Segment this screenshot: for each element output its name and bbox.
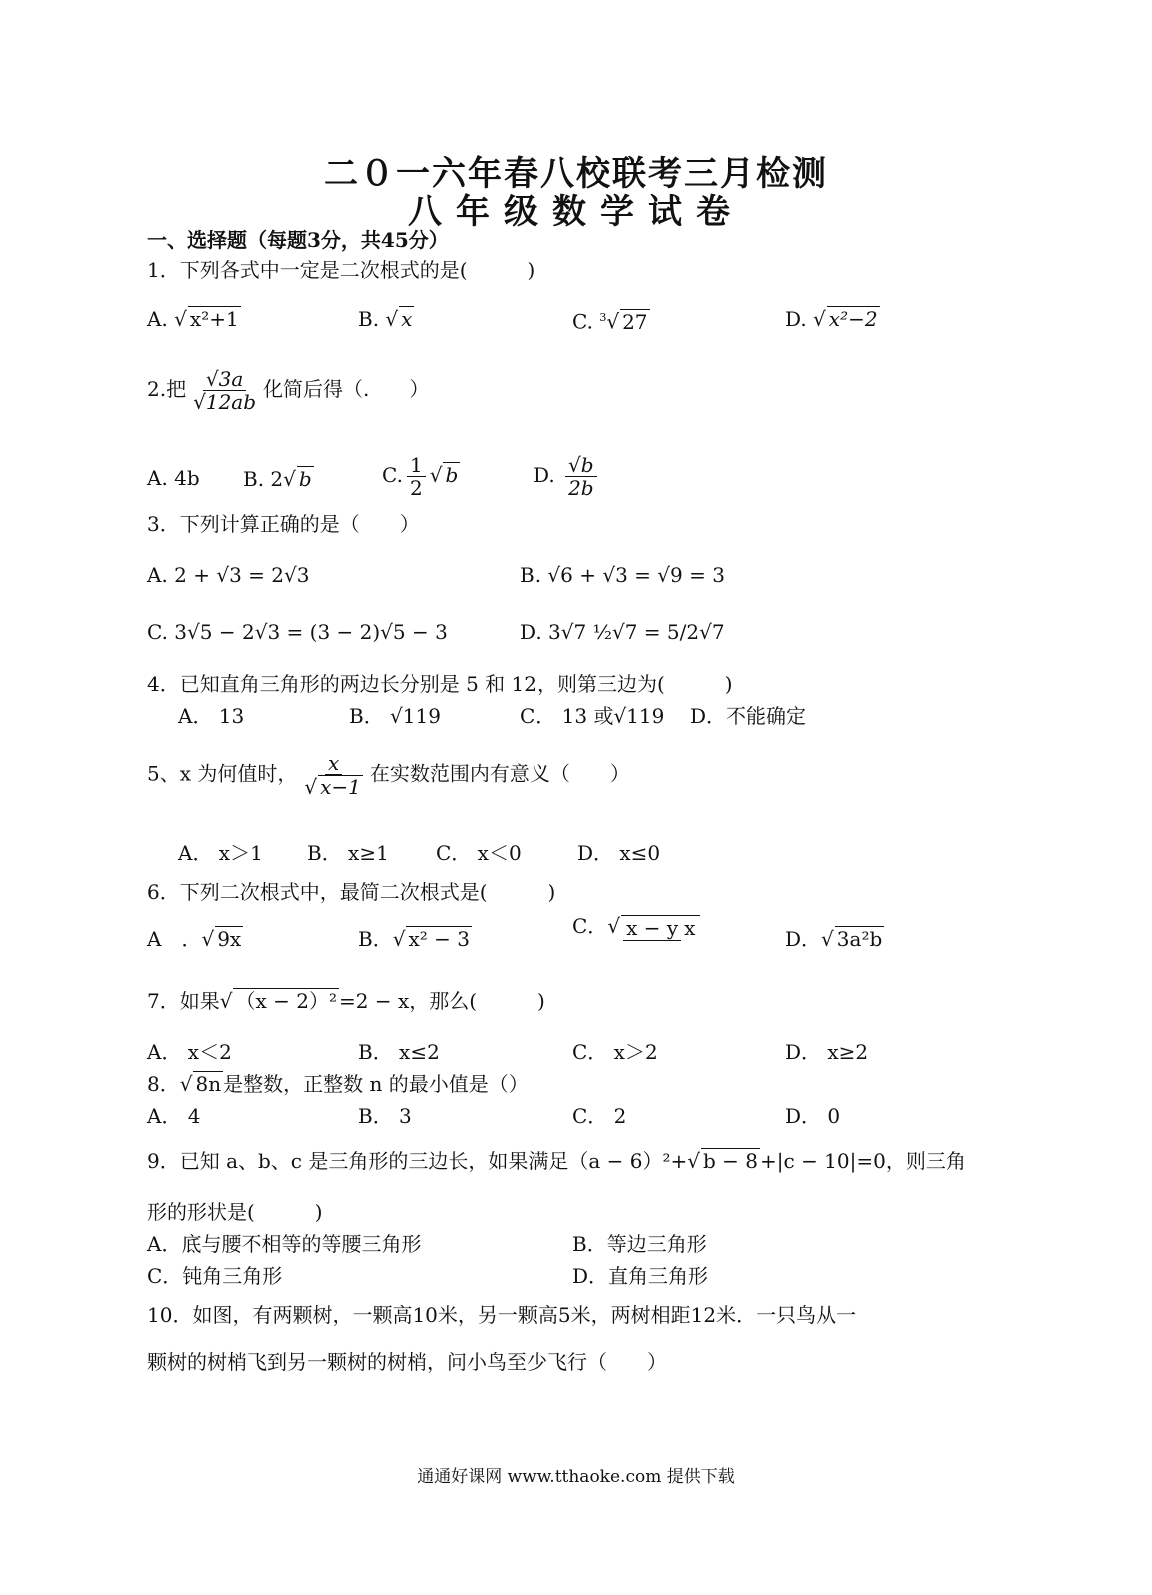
q5-post: 在实数范围内有意义（ ） [369, 761, 630, 786]
q1-a-expr: x²+1 [189, 307, 239, 331]
exam-title-line1: 二０一六年春八校联考三月检测 [324, 154, 828, 194]
q4-option-b: B． √119 [349, 704, 441, 728]
q2-post: 化简后得（. ） [263, 377, 430, 401]
q2-den: 12ab [205, 390, 257, 414]
q3-option-a: A. 2 + √3 = 2√3 [147, 563, 310, 587]
q6-d-expr: 3a²b [836, 927, 883, 951]
q6-d-label: D． [785, 927, 822, 951]
q6-option-a: A ．√ 9x [147, 927, 242, 951]
q2-num: 3a [218, 367, 244, 391]
q1-a-label: A. [147, 307, 168, 331]
q5-option-a: A． x＞1 [178, 841, 263, 865]
q3-stem: 3．下列计算正确的是（ ） [147, 512, 420, 536]
q6-stem: 6．下列二次根式中，最简二次根式是( ) [147, 880, 556, 904]
q1-c-index: 3 [599, 311, 607, 324]
q5-stem [147, 752, 630, 798]
q3-option-c: C. 3√5 − 2√3 = (3 − 2)√5 − 3 [147, 620, 448, 644]
q5-option-c: C． x＜0 [436, 841, 522, 865]
q1-d-label: D. [785, 307, 807, 331]
q5-den: x−1 [320, 775, 361, 799]
q1-option-b: B. √ x [358, 307, 413, 331]
q2-pre: 2.把 [147, 377, 187, 401]
q6-c-den: x [684, 916, 696, 940]
q1-b-label: B. [358, 307, 380, 331]
q5-pre: 5、x 为何值时， [147, 761, 298, 786]
q6-c-num: x − y [623, 916, 681, 941]
q6-option-b: B．√ x² − 3 [358, 927, 470, 951]
q8-post: 是整数，正整数 n 的最小值是（） [223, 1072, 529, 1096]
q5-option-d: D． x≤0 [577, 841, 661, 865]
q8-option-d: D． 0 [785, 1104, 841, 1128]
q8-option-b: B． 3 [358, 1104, 412, 1128]
q2-b-label: B. 2 [243, 467, 284, 491]
q9-option-b: B．等边三角形 [572, 1232, 707, 1256]
q1-option-a: A. √ x²+1 [147, 307, 239, 331]
q7-option-b: B． x≤2 [358, 1040, 440, 1064]
q6-c-fraction [621, 915, 700, 940]
q2-d-label: D. [533, 463, 555, 487]
q4-option-c: C． 13 或√119 [520, 704, 665, 728]
q7-option-a: A． x＜2 [147, 1040, 232, 1064]
q1-option-c: C. $^3$√ 27 [572, 309, 648, 334]
q9-option-c: C．钝角三角形 [147, 1264, 283, 1288]
q9-abs: +|c − 10|=0，则三角 [760, 1149, 966, 1173]
q1-b-expr: x [401, 307, 413, 331]
q5-num: x [325, 752, 342, 775]
q10-line2: 颗树的树梢飞到另一颗树的树梢，问小鸟至少飞行（ ） [147, 1350, 667, 1374]
q5-fraction: $\frac{x}{√ x-1}$ [304, 751, 361, 799]
page-footer: 通通好课网 www.tthaoke.com 提供下载 [417, 1467, 735, 1487]
q9-option-a: A．底与腰不相等的等腰三角形 [147, 1232, 422, 1256]
q1-option-d: D. √ x²−2 [785, 307, 878, 331]
q6-a-label: A ． [147, 927, 202, 951]
q9-line1-text: 9．已知 a、b、c 是三角形的三边长，如果满足（a − 6）²+ [147, 1149, 688, 1173]
q2-c-num: 1 [407, 454, 426, 477]
q6-c-label: C． [572, 914, 608, 938]
q4-option-d: D．不能确定 [690, 704, 807, 728]
q4-option-a: A． 13 [178, 704, 245, 728]
exam-title-line2: 八年级数学试卷 [408, 192, 744, 232]
q2-c-fraction [407, 454, 426, 499]
q8-expr: 8n [195, 1072, 222, 1096]
q8-option-c: C． 2 [572, 1104, 627, 1128]
q4-stem: 4．已知直角三角形的两边长分别是 5 和 12，则第三边为( ) [147, 672, 733, 696]
q2-d-num: b [580, 453, 594, 477]
q3-option-d: D. 3√7 ½√7 = 5/2√7 [520, 620, 725, 644]
q7-pre: 7．如果 [147, 989, 220, 1013]
q2-stem [147, 368, 429, 413]
q7-stem: 7．如果√ （x − 2）² =2 − x，那么( ) [147, 989, 545, 1013]
q2-c-expr: b [445, 463, 459, 487]
q3-option-b: B. √6 + √3 = √9 = 3 [520, 563, 725, 587]
q2-b-expr: b [298, 467, 312, 491]
q8-stem: 8．√ 8n 是整数，正整数 n 的最小值是（） [147, 1072, 529, 1096]
q2-d-fraction: $\frac{√b}{2b}$ [565, 454, 597, 499]
q10-line1: 10．如图，有两颗树，一颗高10米，另一颗高5米，两树相距12米．一只鸟从一 [147, 1303, 857, 1327]
q2-fraction: $\frac{√3a}{√12ab}$ [193, 367, 257, 414]
q5-option-b: B． x≥1 [307, 841, 389, 865]
q7-expr: （x − 2）² [235, 989, 337, 1013]
q9-option-d: D．直角三角形 [572, 1264, 709, 1288]
q2-c-den: 2 [409, 476, 423, 500]
q2-option-d [533, 454, 601, 499]
q8-number: 8． [147, 1072, 180, 1096]
q6-a-expr: 9x [217, 927, 242, 951]
q8-option-a: A． 4 [147, 1104, 201, 1128]
q7-post: =2 − x，那么( ) [338, 989, 545, 1013]
q6-option-d: D．√ 3a²b [785, 927, 883, 951]
q1-d-expr: x²−2 [828, 307, 878, 331]
q7-option-c: C． x＞2 [572, 1040, 658, 1064]
q2-option-b: B. 2√ b [243, 467, 312, 491]
q9-sqrt: b − 8 [703, 1149, 759, 1173]
q7-option-d: D． x≥2 [785, 1040, 869, 1064]
q6-b-expr: x² − 3 [408, 927, 470, 951]
q1-c-label: C. [572, 309, 593, 334]
q6-b-label: B． [358, 927, 393, 951]
q6-option-c: C．√ x − y x [572, 914, 704, 940]
q2-option-c: C. $\frac{1}{2}$ √ b [382, 453, 459, 500]
q1-stem: 1．下列各式中一定是二次根式的是( ) [147, 258, 536, 282]
q9-line2: 形的形状是( ) [147, 1200, 323, 1224]
q2-d-den: 2b [568, 476, 594, 500]
q1-c-expr: 27 [622, 309, 648, 334]
q9-line1: 9．已知 a、b、c 是三角形的三边长，如果满足（a − 6）²+√ b − 8 +|c − 10|=0，则三角 [147, 1149, 966, 1173]
q2-c-label: C. [382, 463, 403, 487]
section-heading: 一、选择题（每题3分，共45分） [147, 228, 449, 252]
q2-option-a: A. 4b [147, 466, 200, 490]
